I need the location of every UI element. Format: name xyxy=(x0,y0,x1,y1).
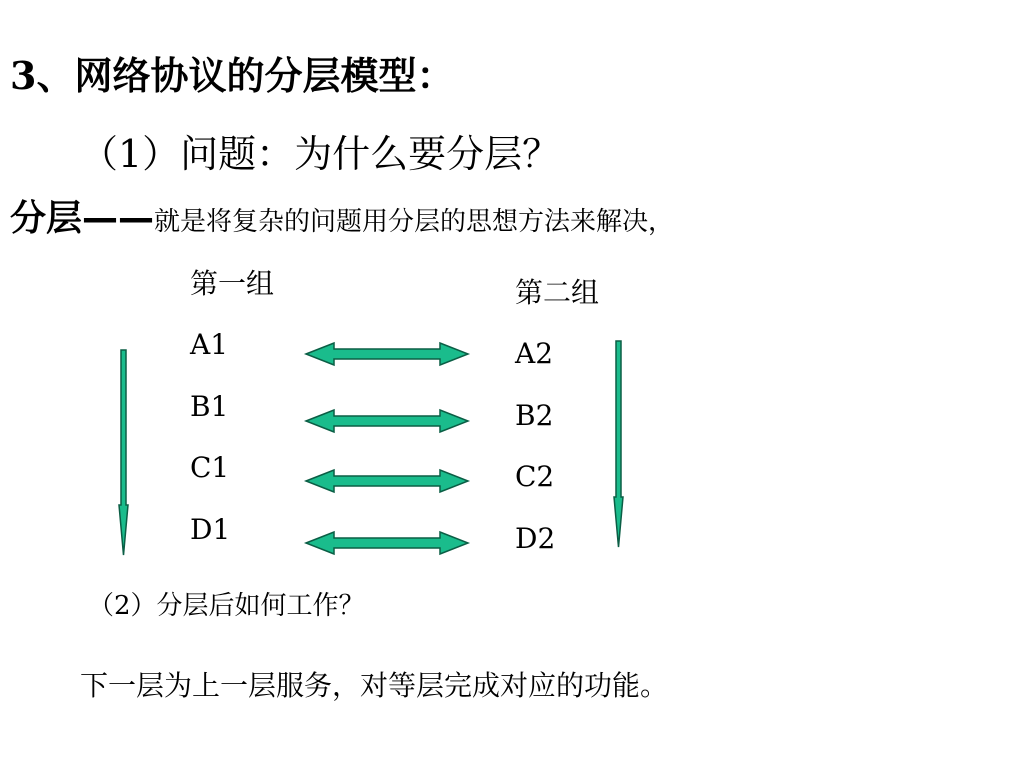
group2-layer-a: A2 xyxy=(515,337,554,370)
definition-description: 就是将复杂的问题用分层的思想方法来解决， xyxy=(154,207,675,237)
group2-down-arrow xyxy=(614,341,623,547)
group1-heading: 第一组 xyxy=(190,267,275,300)
group2-layer-d: D2 xyxy=(515,522,556,555)
peer-arrow-b xyxy=(306,410,468,432)
peer-arrow-a xyxy=(306,343,468,365)
answer-text: 下一层为上一层服务，对等层完成对应的功能。 xyxy=(80,669,669,702)
group1-layer-a: A1 xyxy=(190,328,229,361)
group2-heading: 第二组 xyxy=(515,276,600,309)
slide-title: 3、网络协议的分层模型： xyxy=(10,53,455,98)
group1-layer-b: B1 xyxy=(190,390,229,423)
group2-layer-b: B2 xyxy=(515,399,554,432)
question-2: （2）分层后如何工作？ xyxy=(88,591,365,621)
group1-layer-c: C1 xyxy=(190,451,230,484)
peer-arrow-d xyxy=(306,532,468,554)
group1-down-arrow xyxy=(119,350,128,555)
peer-arrow-c xyxy=(306,470,468,492)
group2-layer-c: C2 xyxy=(515,460,555,493)
group1-layer-d: D1 xyxy=(190,513,231,546)
definition-term: 分层—— xyxy=(10,198,155,239)
question-1: （1）问题：为什么要分层？ xyxy=(80,132,561,176)
